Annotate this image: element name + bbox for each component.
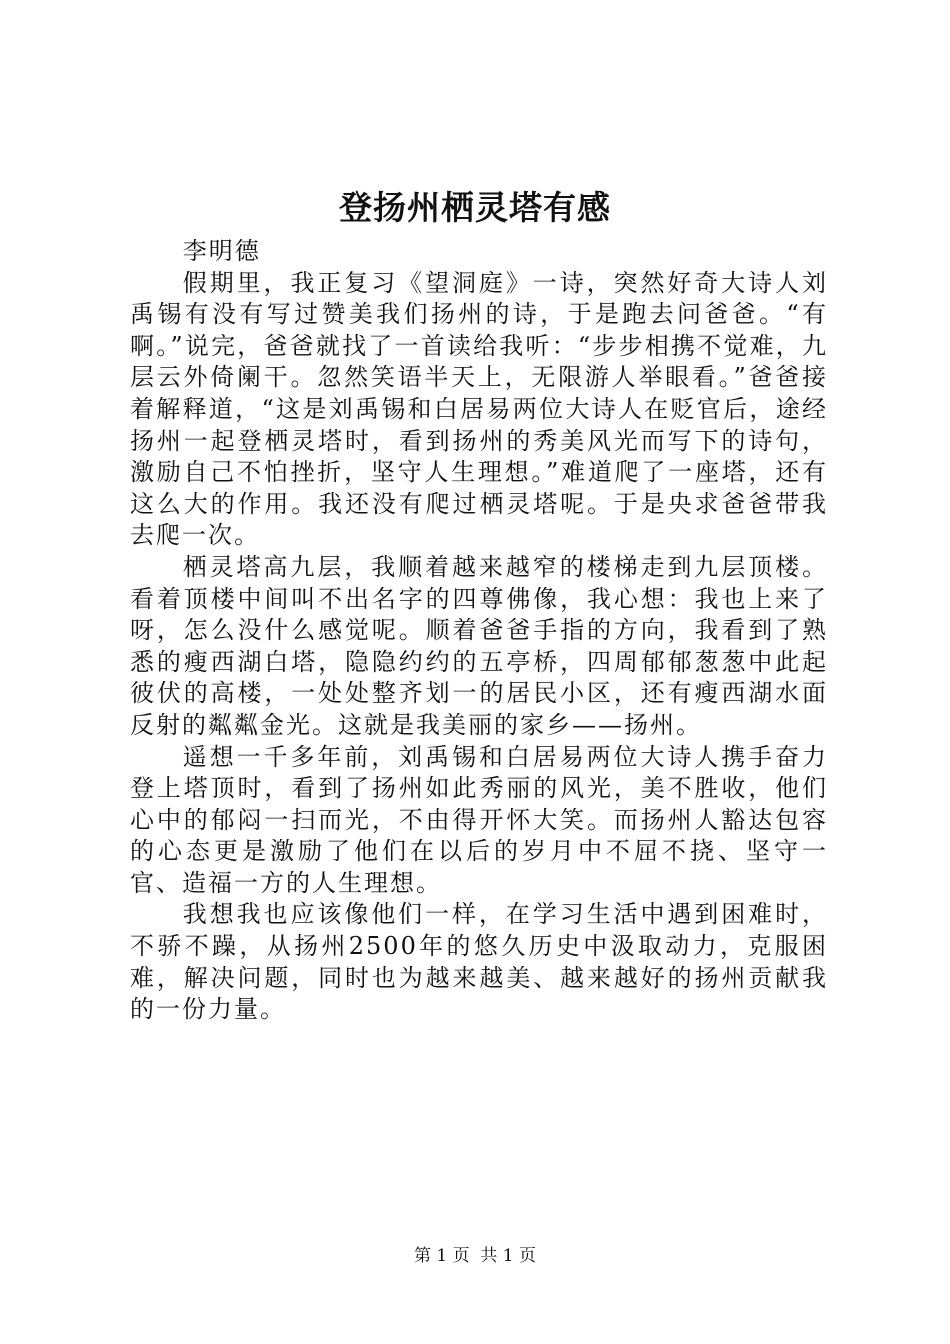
paragraph-3: 遥想一千多年前，刘禹锡和白居易两位大诗人携手奋力登上塔顶时，看到了扬州如此秀丽的风光，美不胜收，他们心中的郁闷一扫而光，不由得开怀大笑。而扬州人豁达包容的心态更是激励了他们在以后的岁月中不屈不挠、坚守一官、造福一方的人生理想。 <box>130 742 828 897</box>
author-name: 李明德 <box>182 237 261 265</box>
paragraph-4: 我想我也应该像他们一样，在学习生活中遇到困难时，不骄不躁，从扬州2500年的悠久历史中汲取动力，克服困难，解决问题，同时也为越来越美、越来越好的扬州贡献我的一份力量。 <box>130 900 828 1024</box>
document-body <box>130 236 828 1026</box>
document-title: 登扬州栖灵塔有感 <box>339 188 611 227</box>
paragraph-1: 假期里，我正复习《望洞庭》一诗，突然好奇大诗人刘禹锡有没有写过赞美我们扬州的诗，于是跑去问爸爸。“有啊。”说完，爸爸就找了一首读给我听：“步步相携不觉难，九层云外倚阑干。忽然笑语半天上，无限游人举眼看。”爸爸接着解释道，“这是刘禹锡和白居易两位大诗人在贬官后，途经扬州一起登栖灵塔时，看到扬州的秀美风光而写下的诗句，激励自己不怕挫折，坚守人生理想。”难道爬了一座塔，还有这么大的作用。我还没有爬过栖灵塔呢。于是央求爸爸带我去爬一次。 <box>130 268 828 550</box>
page-footer: 第 1 页 共 1 页 <box>413 1246 537 1266</box>
paragraph-2: 栖灵塔高九层，我顺着越来越窄的楼梯走到九层顶楼。看着顶楼中间叫不出名字的四尊佛像，我心想：我也上来了呀，怎么没什么感觉呢。顺着爸爸手指的方向，我看到了熟悉的瘦西湖白塔，隐隐约约的五亭桥，四周郁郁葱葱中此起彼伏的高楼，一处处整齐划一的居民小区，还有瘦西湖水面反射的粼粼金光。这就是我美丽的家乡——扬州。 <box>130 552 828 739</box>
